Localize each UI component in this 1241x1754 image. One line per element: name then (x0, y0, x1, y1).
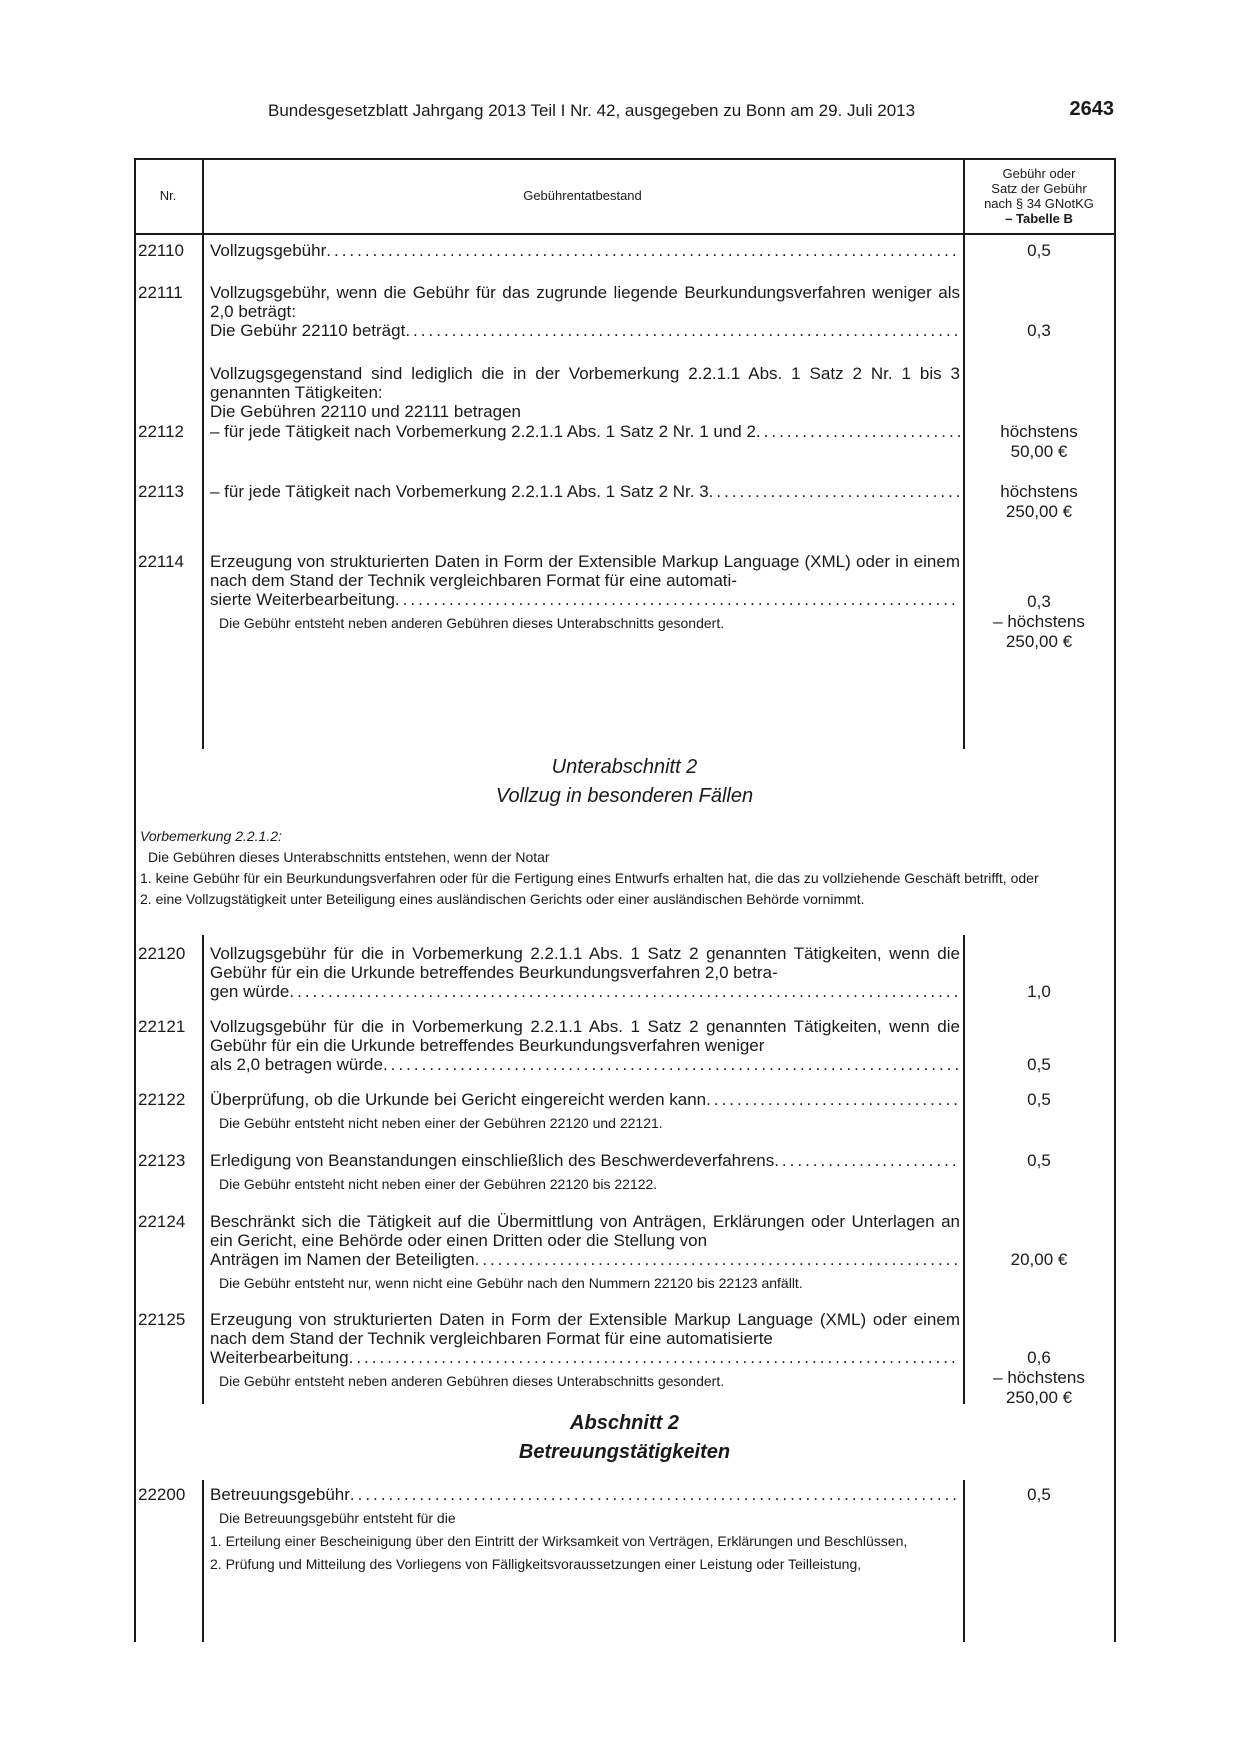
row-fee (963, 592, 1115, 652)
description-text: Anträgen im Namen der Beteiligten (210, 1250, 475, 1269)
col-divider (202, 233, 204, 749)
col-divider (202, 1480, 204, 1642)
row-number: 22124 (138, 1212, 186, 1231)
section-title: Betreuungstätigkeiten (518, 1441, 731, 1463)
note-item: 1. keine Gebühr für ein Beurkundungsverfahren oder für die Fertigung eines Entwurfs erhalten hat, die das zu vollziehende Geschäft betrifft, oder (140, 870, 1039, 886)
fee-header-line: Satz der Gebühr (991, 181, 1087, 196)
row-note: Die Gebühr entsteht nicht neben einer der Gebühren 22120 bis 22122. (219, 1176, 658, 1192)
row-fee (963, 422, 1115, 462)
row-fee: 0,5 (1027, 1090, 1051, 1109)
description-text: Die Gebühren 22110 und 22111 betragen (210, 402, 521, 421)
description-text: Erzeugung von strukturierten Daten in Form der Extensible Markup Language (XML) oder in einem nach dem Stand der Technik vergleichbaren Format für eine automati- (210, 552, 960, 590)
fee-header-line: nach § 34 GNotKG (984, 196, 1094, 211)
description-text: – für jede Tätigkeit nach Vorbemerkung 2.2.1.1 Abs. 1 Satz 2 Nr. 1 und 2 (210, 422, 756, 441)
header-text: Bundesgesetzblatt Jahrgang 2013 Teil I Nr. 42, ausgegeben zu Bonn am 29. Juli 2013 (268, 101, 916, 120)
row-number: 22200 (138, 1485, 186, 1504)
row-description (210, 1212, 960, 1292)
row-note (210, 1509, 960, 1573)
row-fee: 20,00 € (1010, 1250, 1068, 1269)
description-text: Überprüfung, ob die Urkunde bei Gericht eingereicht werden kann (210, 1090, 707, 1109)
description-text: Vollzugsgebühr, wenn die Gebühr für das zugrunde liegende Beurkundungsverfahren weniger als 2,0 beträgt: (210, 283, 960, 321)
description-text: sierte Weiterbearbeitung (210, 590, 395, 609)
row-description (210, 422, 960, 441)
col-header-tatbestand: Gebührentatbestand (523, 188, 642, 203)
row-description (210, 944, 960, 1001)
row-description (210, 283, 960, 340)
description-text: Erzeugung von strukturierten Daten in Form der Extensible Markup Language (XML) oder einem nach dem Stand der Technik vergleichbaren Format für eine automatisierte (210, 1310, 960, 1348)
row-description (210, 241, 960, 260)
row-number: 22112 (138, 422, 185, 441)
fee-line: 0,3 (1027, 592, 1051, 611)
page-number: 2643 (1069, 98, 1114, 120)
description-text: Vollzugsgegenstand sind lediglich die in der Vorbemerkung 2.2.1.1 Abs. 1 Satz 2 Nr. 1 bis 3 genannten Tätigkeiten: (210, 364, 960, 402)
description-text: gen würde (210, 982, 290, 1001)
fee-table (134, 158, 1115, 1642)
description-text: Erledigung von Beanstandungen einschließlich des Beschwerdeverfahrens (210, 1151, 775, 1170)
row-description (210, 1485, 960, 1573)
row-note: Die Gebühr entsteht neben anderen Gebühren dieses Unterabschnitts gesondert. (219, 1373, 725, 1389)
table-top-border (134, 158, 1115, 160)
row-number: 22120 (138, 944, 186, 963)
row-description (210, 364, 960, 421)
fee-header-line: Gebühr oder (1002, 166, 1076, 181)
description-text: Die Gebühr 22110 beträgt (210, 321, 406, 340)
row-number: 22122 (138, 1090, 186, 1109)
subsection-number: Unterabschnitt 2 (551, 756, 698, 778)
note-text: Die Betreuungsgebühr entsteht für die (219, 1510, 456, 1526)
row-fee: 0,5 (1027, 1055, 1051, 1074)
row-fee (963, 1348, 1115, 1408)
fee-line: – höchstens (993, 612, 1085, 631)
note-item: 2. Prüfung und Mitteilung des Vorliegens von Fälligkeitsvoraussetzungen einer Leistung oder Teilleistung, (210, 1556, 862, 1572)
row-number: 22123 (138, 1151, 186, 1170)
fee-line: 0,6 (1027, 1348, 1051, 1367)
description-text: Beschränkt sich die Tätigkeit auf die Übermittlung von Anträgen, Erklärungen oder Unterlagen an ein Gericht, eine Behörde oder einen Dritten oder die Stellung von (210, 1212, 960, 1250)
row-note: Die Gebühr entsteht neben anderen Gebühren dieses Unterabschnitts gesondert. (219, 615, 725, 631)
col-divider (202, 935, 204, 1404)
row-fee: 0,5 (1027, 1485, 1051, 1504)
description-text: Vollzugsgebühr für die in Vorbemerkung 2.2.1.1 Abs. 1 Satz 2 genannten Tätigkeiten, wenn die Gebühr für ein die Urkunde betreffendes Beurkundungsverfahren weniger (210, 1017, 960, 1055)
row-fee: 0,3 (1027, 321, 1051, 340)
row-number: 22125 (138, 1310, 186, 1329)
note-item: 2. eine Vollzugstätigkeit unter Beteiligung eines ausländischen Gerichts oder einer ausländischen Behörde vornimmt. (140, 891, 865, 907)
description-text: Vollzugsgebühr (210, 241, 327, 260)
note-item: 1. Erteilung einer Bescheinigung über den Eintritt der Wirksamkeit von Verträgen, Erklärungen und Beschlüssen, (210, 1533, 908, 1549)
row-description (210, 482, 960, 501)
page-header (134, 98, 1114, 127)
row-number: 22110 (138, 241, 185, 260)
description-text: Betreuungsgebühr (210, 1485, 350, 1504)
section-heading (134, 1409, 1115, 1467)
note-intro: Die Gebühren dieses Unterabschnitts entstehen, wenn der Notar (148, 849, 550, 865)
preliminary-note (140, 828, 1115, 908)
row-description (210, 1310, 960, 1390)
row-number: 22121 (138, 1017, 186, 1036)
header-bottom-border (134, 233, 1115, 235)
fee-header-line: – Tabelle B (1005, 211, 1073, 226)
fee-line: höchstens (1000, 422, 1078, 441)
row-description (210, 552, 960, 632)
description-text: als 2,0 betragen würde (210, 1055, 383, 1074)
row-fee: 0,5 (1027, 1151, 1051, 1170)
row-note: Die Gebühr entsteht nur, wenn nicht eine Gebühr nach den Nummern 22120 bis 22123 anfällt. (219, 1275, 803, 1291)
row-fee: 0,5 (1027, 241, 1051, 260)
row-description (210, 1017, 960, 1074)
row-number: 22114 (138, 552, 185, 571)
note-title: Vorbemerkung 2.2.1.2: (140, 828, 282, 844)
description-text: – für jede Tätigkeit nach Vorbemerkung 2.2.1.1 Abs. 1 Satz 2 Nr. 3 (210, 482, 709, 501)
col-header-fee (963, 166, 1115, 226)
row-description (210, 1090, 960, 1132)
fee-line: 250,00 € (1005, 502, 1073, 521)
subsection-title: Vollzug in besonderen Fällen (495, 785, 754, 807)
subsection-heading (134, 753, 1115, 811)
description-text: Vollzugsgebühr für die in Vorbemerkung 2.2.1.1 Abs. 1 Satz 2 genannten Tätigkeiten, wenn die Gebühr für ein die Urkunde betreffendes Beurkundungsverfahren 2,0 betra- (210, 944, 960, 982)
col-header-nr: Nr. (159, 188, 177, 203)
row-fee (963, 482, 1115, 522)
fee-line: höchstens (1000, 482, 1078, 501)
fee-line: 250,00 € (1005, 1388, 1073, 1407)
section-number: Abschnitt 2 (570, 1412, 679, 1434)
row-description (210, 1151, 960, 1193)
fee-line: 250,00 € (1005, 632, 1073, 651)
fee-line: 50,00 € (1010, 442, 1068, 461)
row-note: Die Gebühr entsteht nicht neben einer der Gebühren 22120 und 22121. (219, 1115, 663, 1131)
row-number: 22113 (138, 482, 185, 501)
description-text: Weiterbearbeitung (210, 1348, 349, 1367)
row-number: 22111 (138, 283, 183, 302)
fee-line: – höchstens (993, 1368, 1085, 1387)
row-fee: 1,0 (1027, 982, 1051, 1001)
